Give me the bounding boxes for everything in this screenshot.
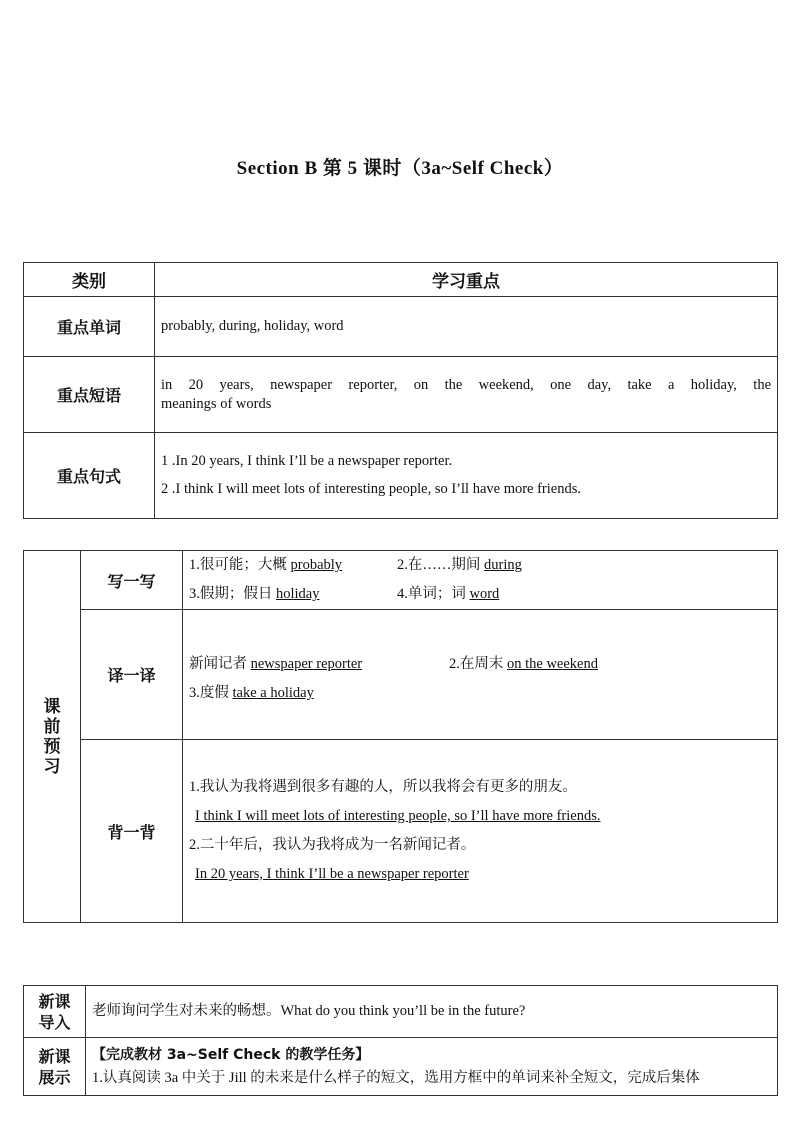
show-label xyxy=(24,1038,86,1096)
write-item-4 xyxy=(397,586,499,602)
intro-label-text: 新课导入 xyxy=(38,991,71,1032)
preview-section-label xyxy=(24,551,81,923)
write-content xyxy=(183,551,778,610)
write-label: 写一写 xyxy=(81,551,183,610)
translate-label: 译一译 xyxy=(81,610,183,740)
write-item-4-en: word xyxy=(469,586,500,602)
translate-item-2 xyxy=(449,656,598,672)
write-item-1-en: probably xyxy=(290,557,343,573)
header-category: 类别 xyxy=(24,263,155,297)
translate-item-1 xyxy=(189,650,449,679)
show-content xyxy=(86,1038,778,1096)
write-item-2 xyxy=(397,557,522,573)
phrases-line-1: in 20 years, newspaper reporter, on the weekend, one day, take a holiday, the xyxy=(161,376,771,393)
new-lesson-table xyxy=(23,985,778,1096)
preview-section-text: 课前预习 xyxy=(43,696,61,777)
write-item-1 xyxy=(189,551,397,580)
words-line: probably, during, holiday, word xyxy=(161,318,344,334)
show-label-text: 新课展示 xyxy=(38,1046,71,1087)
intro-text: 老师询问学生对未来的畅想。What do you think you’ll be in the future? xyxy=(86,986,778,1038)
row-label-words: 重点单词 xyxy=(24,297,155,357)
recite-item-2-cn: 2.二十年后，我认为我将成为一名新闻记者。 xyxy=(189,837,476,853)
translate-item-3-en: take a holiday xyxy=(232,685,314,701)
translate-item-3 xyxy=(189,679,771,708)
recite-item-1-en: I think I will meet lots of interesting people, so I’ll have more friends. xyxy=(195,808,601,824)
row-content-sentences xyxy=(155,433,778,519)
write-item-2-en: during xyxy=(484,557,522,573)
show-task: 【完成教材 3a~Self Check 的教学任务】 xyxy=(92,1047,370,1063)
translate-item-1-en: newspaper reporter xyxy=(250,656,363,672)
write-item-2-cn: 2.在……期间 xyxy=(397,557,484,573)
write-item-3-en: holiday xyxy=(276,586,320,602)
row-content-words xyxy=(155,297,778,357)
translate-content xyxy=(183,610,778,740)
translate-item-2-cn: 2.在周末 xyxy=(449,656,507,672)
write-item-3-cn: 3.假期；假日 xyxy=(189,586,276,602)
row-content-phrases xyxy=(155,357,778,433)
page-title: Section B 第 5 课时（3a~Self Check） xyxy=(236,158,564,179)
row-label-sentences: 重点句式 xyxy=(24,433,155,519)
preview-table xyxy=(23,550,778,923)
recite-content xyxy=(183,740,778,923)
phrases-line-2: meanings of words xyxy=(161,395,272,412)
header-key-points: 学习重点 xyxy=(155,263,778,297)
sentence-line-2: 2 .I think I will meet lots of interesting people, so I’ll have more friends. xyxy=(161,481,581,497)
recite-item-2-en: In 20 years, I think I’ll be a newspaper reporter xyxy=(195,866,469,882)
write-item-1-cn: 1.很可能；大概 xyxy=(189,557,291,573)
key-points-table xyxy=(23,262,778,519)
recite-label: 背一背 xyxy=(81,740,183,923)
write-item-3 xyxy=(189,580,397,609)
row-label-phrases: 重点短语 xyxy=(24,357,155,433)
sentence-line-1: 1 .In 20 years, I think I’ll be a newspaper reporter. xyxy=(161,453,453,469)
intro-label xyxy=(24,986,86,1038)
translate-item-2-en: on the weekend xyxy=(507,656,598,672)
translate-item-3-cn: 3.度假 xyxy=(189,685,233,701)
show-text: 1.认真阅读 3a 中关于 Jill 的未来是什么样子的短文，选用方框中的单词来补全短文，完成后集体 xyxy=(92,1070,700,1086)
translate-item-1-cn: 新闻记者 xyxy=(189,656,251,672)
write-item-4-cn: 4.单词；词 xyxy=(397,586,470,602)
recite-item-1-cn: 1.我认为我将遇到很多有趣的人，所以我将会有更多的朋友。 xyxy=(189,779,577,795)
